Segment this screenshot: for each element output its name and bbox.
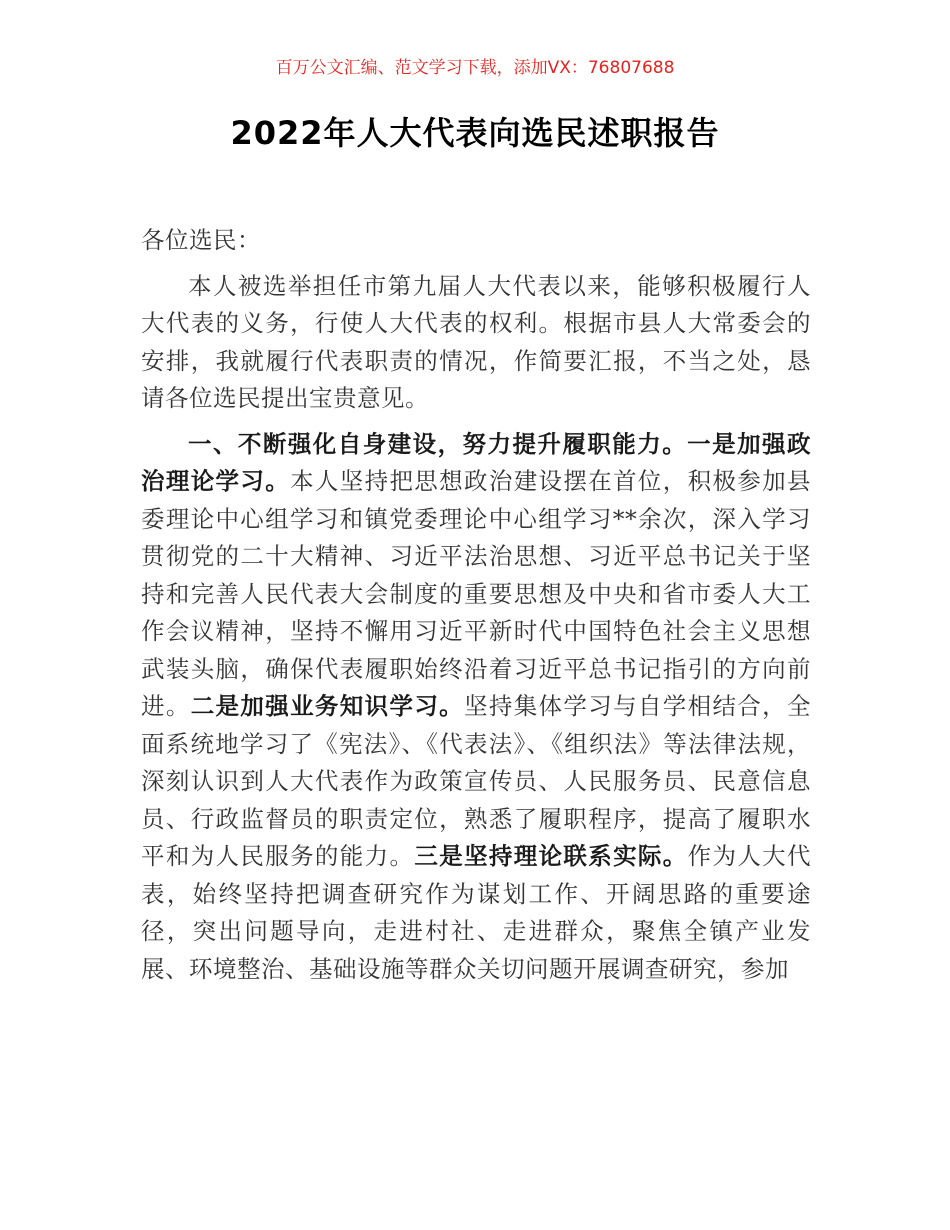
section-heading: 一、不断强化自身建设，努力提升履职能力。 xyxy=(188,429,688,458)
header-note: 百万公文汇编、范文学习下载，添加VX：76807688 xyxy=(275,58,675,78)
page-title: 2022年人大代表向选民述职报告 xyxy=(230,114,720,152)
point-1-text: 本人坚持把思想政治建设摆在首位，积极参加县委理论中心组学习和镇党委理论中心组学习**余次，深入学习贯彻党的二十大精神、习近平法治思想、习近平总书记关于坚持和完善人民代表大会制度的重要思想及中央和省市委人大工作会议精神，坚持不懈用习近平新时代中国特色社会主义思想武装头脑，确保代表履职始终沿着习近平总书记指引的方向前进。 xyxy=(141,467,812,720)
paragraph-intro: 本人被选举担任市第九届人大代表以来，能够积极履行人大代表的义务，行使人大代表的权利。根据市县人大常委会的安排，我就履行代表职责的情况，作简要汇报，不当之处，恳请各位选民提出宝贵意见。 xyxy=(141,271,811,412)
salutation: 各位选民： xyxy=(141,226,261,254)
point-3-title: 三是坚持理论联系实际。 xyxy=(414,842,688,870)
paragraph-section-1 xyxy=(141,426,811,989)
point-1-title: 一是加强政治理论学习。 xyxy=(141,429,812,495)
document-body xyxy=(141,222,811,996)
point-3-text: 作为人大代表，始终坚持把调查研究作为谋划工作、开阔思路的重要途径，突出问题导向，走进村社、走进群众，聚焦全镇产业发展、环境整治、基础设施等群众关切问题开展调查研究，参加 xyxy=(141,842,812,983)
point-2-title: 二是加强业务知识学习。 xyxy=(190,692,465,720)
point-2-text: 坚持集体学习与自学相结合，全面系统地学习了《宪法》、《代表法》、《组织法》等法律法规，深刻认识到人大代表作为政策宣传员、人民服务员、民意信息员、行政监督员的职责定位，熟悉了履职程序，提高了履职水平和为人民服务的能力。 xyxy=(141,692,812,870)
